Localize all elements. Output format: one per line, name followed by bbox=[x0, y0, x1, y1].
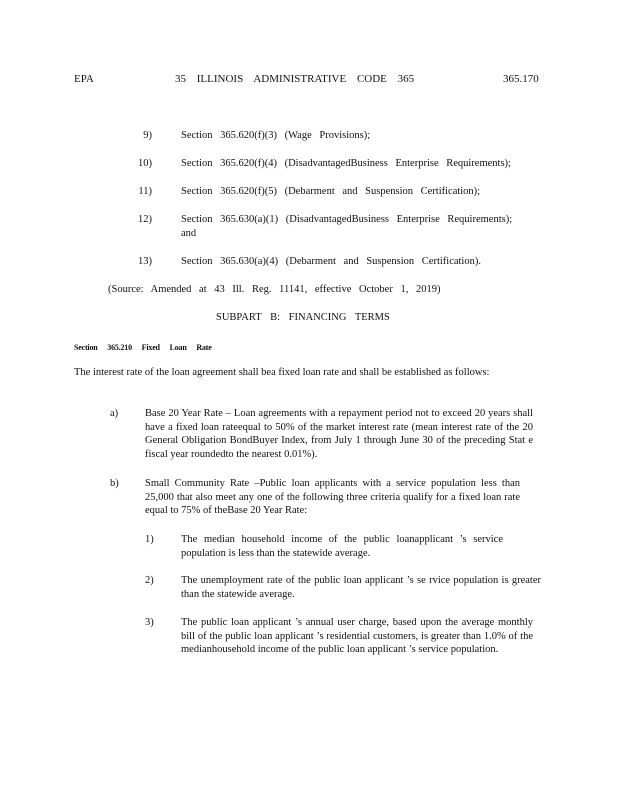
criterion-text: The median household income of the public loanapplicant ’s service population is less than the statewide average. bbox=[181, 534, 503, 559]
criterion-number: 3) bbox=[145, 617, 154, 628]
criterion-text: The unemployment rate of the public loan applicant ’s se rvice population is greater than the statewide average. bbox=[181, 575, 541, 600]
subsection-label: a) bbox=[110, 408, 119, 419]
subpart-title: SUBPART B: FINANCING TERMS bbox=[216, 312, 390, 323]
list-item-text: Section 365.630(a)(1) (DisadvantagedBusiness Enterprise Requirements); bbox=[181, 214, 513, 225]
list-item-number: 11) bbox=[138, 186, 152, 197]
criterion-number: 2) bbox=[145, 575, 154, 586]
list-item-text: Section 365.620(f)(5) (Debarment and Suspension Certification); bbox=[181, 186, 481, 197]
subsection-label: b) bbox=[110, 478, 119, 489]
source-note: (Source: Amended at 43 Ill. Reg. 11141, effective October 1, 2019) bbox=[108, 284, 441, 295]
list-item-number: 9) bbox=[143, 130, 152, 141]
criterion-text: The public loan applicant ’s annual user charge, based upon the average monthly bill of the public loan applicant ’s residential customers, is greater than 1.0% of the medianhousehold income of the public loan applicant ’s service population. bbox=[181, 617, 533, 655]
list-item-number: 13) bbox=[138, 256, 152, 267]
header-title: 35 ILLINOIS ADMINISTRATIVE CODE 365 bbox=[175, 73, 415, 85]
list-item-number: 10) bbox=[138, 158, 152, 169]
list-item-text: Section 365.620(f)(4) (DisadvantagedBusiness Enterprise Requirements); bbox=[181, 158, 511, 169]
list-item-number: 12) bbox=[138, 214, 152, 225]
list-item-text: Section 365.620(f)(3) (Wage Provisions); bbox=[181, 130, 371, 141]
criterion-number: 1) bbox=[145, 534, 154, 545]
subsection-text: Small Community Rate –Public loan applicants with a service population less than 25,000 that also meet any one of the following three criteria qualify for a fixed loan rate equal to 75% of theBase 20 Year Rate: bbox=[145, 478, 520, 516]
header-agency: EPA bbox=[74, 73, 94, 85]
list-item-continuation: and bbox=[181, 228, 197, 239]
subsection-text: Base 20 Year Rate – Loan agreements with a repayment period not to exceed 20 years shall have a fixed loan rateequal to 50% of the market interest rate (mean interest rate of the 20 General Obligation BondBuyer Index, from July 1 through June 30 of the preceding Stat e fiscal year roundedto the nearest 0.01%). bbox=[145, 408, 533, 460]
section-heading: Section 365.210 Fixed Loan Rate bbox=[74, 343, 212, 352]
header-section-number: 365.170 bbox=[503, 73, 539, 85]
intro-paragraph: The interest rate of the loan agreement shall bea fixed loan rate and shall be established as follows: bbox=[74, 367, 490, 378]
list-item-text: Section 365.630(a)(4) (Debarment and Suspension Certification). bbox=[181, 256, 481, 267]
